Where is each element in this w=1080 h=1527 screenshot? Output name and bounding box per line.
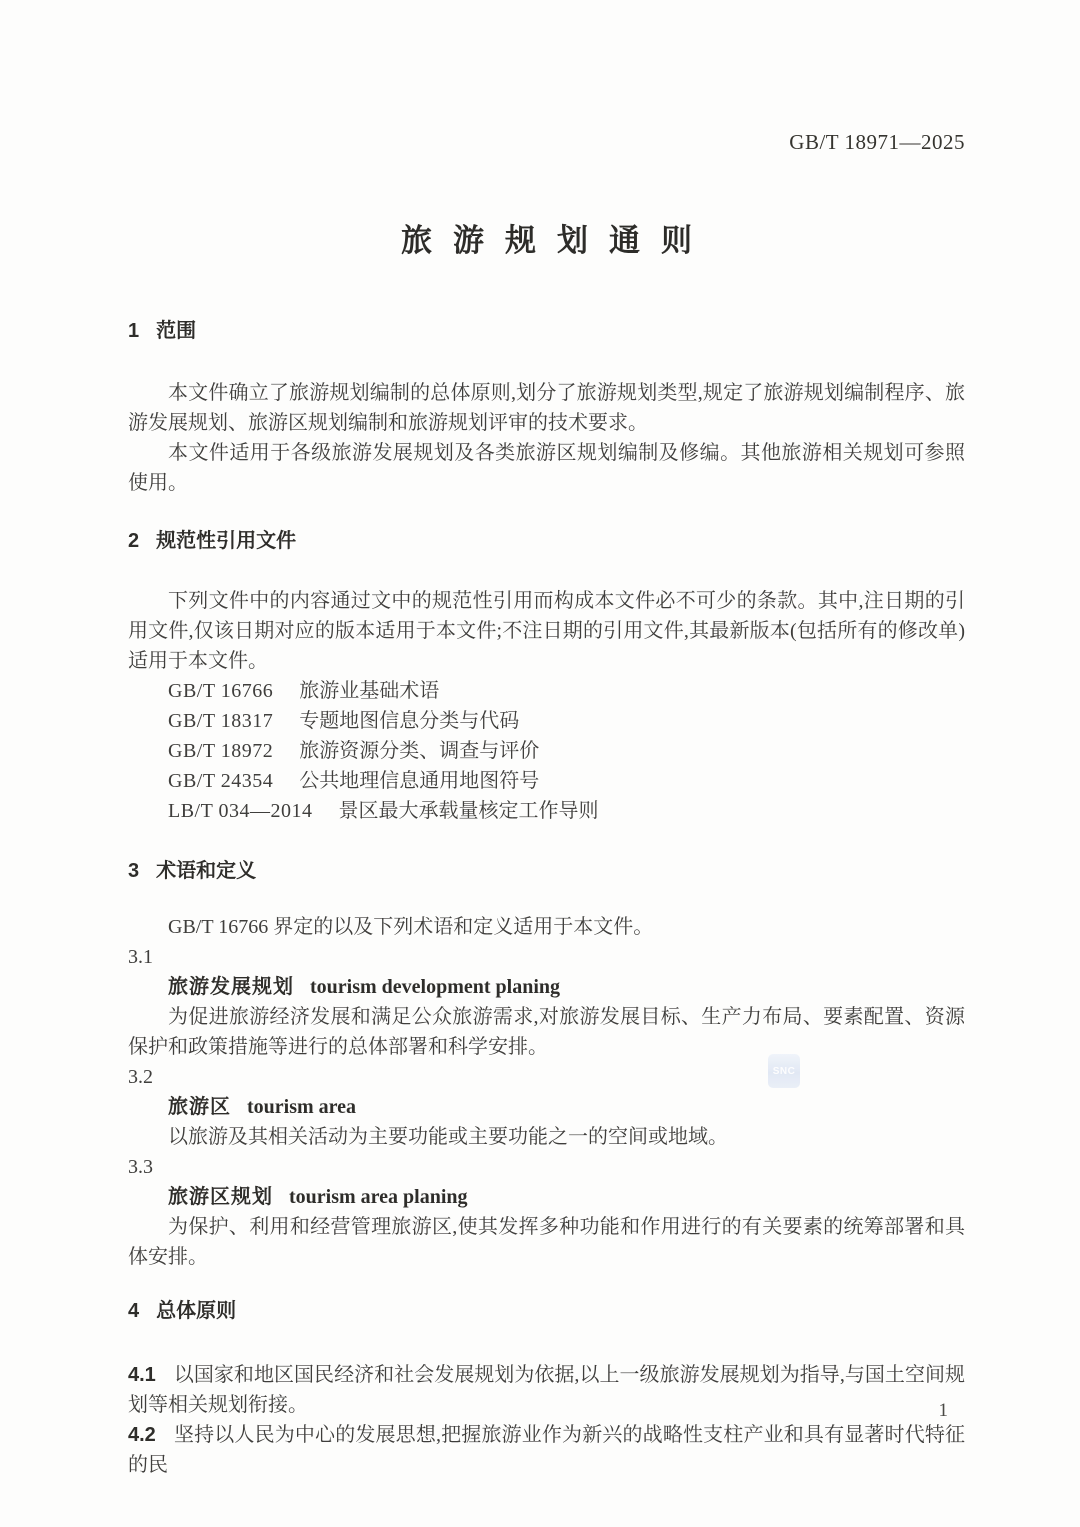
principle-item bbox=[128, 1420, 965, 1480]
watermark-text: SNC bbox=[772, 1065, 796, 1077]
section-1-number: 1 bbox=[128, 320, 140, 342]
reference-code: LB/T 034—2014 bbox=[168, 800, 313, 822]
section-3-title: 术语和定义 bbox=[156, 860, 257, 882]
term-name-row bbox=[168, 1182, 965, 1212]
reference-item bbox=[168, 706, 965, 736]
term-name-en: tourism development planing bbox=[310, 976, 561, 998]
reference-title: 旅游资源分类、调查与评价 bbox=[299, 740, 540, 762]
clause-number: 4.1 bbox=[128, 1364, 156, 1386]
reference-title: 专题地图信息分类与代码 bbox=[299, 710, 520, 732]
reference-code: GB/T 18972 bbox=[168, 740, 274, 762]
references-intro: 下列文件中的内容通过文中的规范性引用而构成本文件必不可少的条款。其中,注日期的引用文件,仅该日期对应的版本适用于本文件;不注日期的引用文件,其最新版本(包括所有的修改单)适用于本文件。 bbox=[128, 590, 965, 672]
section-3-heading bbox=[128, 858, 965, 884]
reference-title: 景区最大承载量核定工作导则 bbox=[338, 800, 599, 822]
section-3-number: 3 bbox=[128, 860, 140, 882]
section-4-number: 4 bbox=[128, 1300, 140, 1322]
section-2-title: 规范性引用文件 bbox=[156, 530, 297, 552]
scope-paragraph-1: 本文件确立了旅游规划编制的总体原则,划分了旅游规划类型,规定了旅游规划编制程序、旅游发展规划、旅游区规划编制和旅游规划评审的技术要求。 bbox=[128, 382, 965, 434]
reference-item bbox=[168, 676, 965, 706]
section-4-title: 总体原则 bbox=[156, 1300, 237, 1322]
term-name-row bbox=[168, 1092, 965, 1122]
term-definition: 为保护、利用和经营管理旅游区,使其发挥多种功能和作用进行的有关要素的统筹部署和具体安排。 bbox=[128, 1216, 965, 1268]
scope-paragraph-2: 本文件适用于各级旅游发展规划及各类旅游区规划编制及修编。其他旅游相关规划可参照使用。 bbox=[128, 442, 965, 494]
term-number: 3.2 bbox=[128, 1066, 153, 1088]
section-1-heading bbox=[128, 318, 965, 344]
reference-item bbox=[168, 736, 965, 766]
term-name-zh: 旅游区 bbox=[168, 1096, 231, 1118]
watermark-logo bbox=[768, 1054, 800, 1088]
document-title: 旅游规划通则 bbox=[401, 223, 713, 258]
reference-title: 公共地理信息通用地图符号 bbox=[299, 770, 540, 792]
term-number: 3.1 bbox=[128, 946, 153, 968]
section-2-heading bbox=[128, 528, 965, 554]
reference-code: GB/T 16766 bbox=[168, 680, 274, 702]
page-number: 1 bbox=[938, 1400, 948, 1421]
clause-number: 4.2 bbox=[128, 1424, 156, 1446]
reference-code: GB/T 24354 bbox=[168, 770, 274, 792]
section-4-heading bbox=[128, 1298, 965, 1324]
section-1-title: 范围 bbox=[156, 320, 197, 342]
term-definition: 以旅游及其相关活动为主要功能或主要功能之一的空间或地域。 bbox=[168, 1126, 728, 1148]
section-2-number: 2 bbox=[128, 530, 140, 552]
standard-number: GB/T 18971—2025 bbox=[789, 130, 965, 154]
term-definition: 为促进旅游经济发展和满足公众旅游需求,对旅游发展目标、生产力布局、要素配置、资源保护和政策措施等进行的总体部署和科学安排。 bbox=[128, 1006, 965, 1058]
clause-text: 以国家和地区国民经济和社会发展规划为依据,以上一级旅游发展规划为指导,与国土空间规划等相关规划衔接。 bbox=[128, 1364, 965, 1416]
reference-item bbox=[168, 796, 965, 826]
clause-text: 坚持以人民为中心的发展思想,把握旅游业作为新兴的战略性支柱产业和具有显著时代特征的民 bbox=[128, 1424, 965, 1476]
principle-item bbox=[128, 1360, 965, 1420]
term-name-zh: 旅游发展规划 bbox=[168, 976, 294, 998]
reference-title: 旅游业基础术语 bbox=[299, 680, 440, 702]
term-name-row bbox=[168, 972, 965, 1002]
reference-code: GB/T 18317 bbox=[168, 710, 274, 732]
term-name-en: tourism area bbox=[247, 1096, 357, 1118]
reference-list bbox=[128, 676, 965, 826]
term-name-zh: 旅游区规划 bbox=[168, 1186, 273, 1208]
reference-item bbox=[168, 766, 965, 796]
terms-intro: GB/T 16766 界定的以及下列术语和定义适用于本文件。 bbox=[168, 916, 654, 938]
term-name-en: tourism area planing bbox=[289, 1186, 468, 1208]
term-number: 3.3 bbox=[128, 1156, 153, 1178]
